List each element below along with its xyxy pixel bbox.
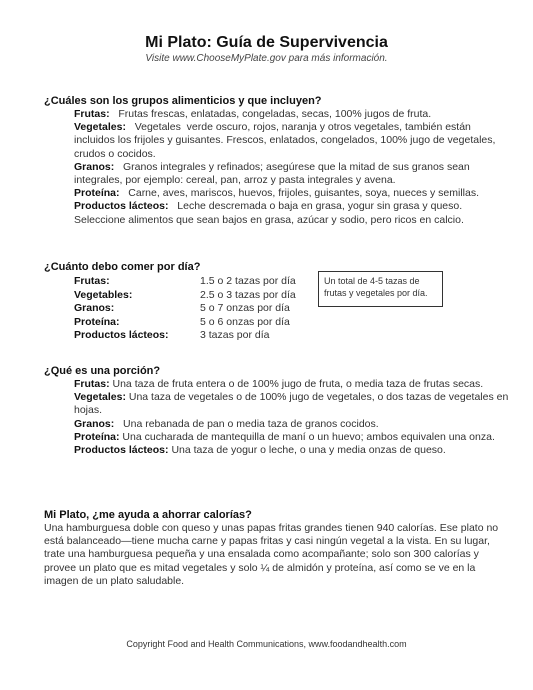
note-box bbox=[318, 271, 443, 307]
section-heading-portion: ¿Qué es una porción? bbox=[44, 365, 161, 377]
amount-cell: 2.5 o 3 tazas por día bbox=[200, 288, 296, 301]
table-row bbox=[74, 289, 296, 303]
page-title: Mi Plato: Guía de Supervivencia bbox=[145, 34, 388, 51]
item-text: Frutas frescas, enlatadas, congeladas, secas, 100% jugos de fruta. bbox=[109, 108, 432, 120]
item-label: Granos: bbox=[74, 417, 115, 430]
amount-cell: 5 o 6 onzas por día bbox=[200, 315, 290, 328]
table-row bbox=[74, 275, 296, 289]
item-text: Granos integrales y refinados; asegúrese que la mitad de sus granos sean integrales, por ejemplo: cereal, pan, arroz y pasta integrales y avena. bbox=[74, 160, 473, 187]
table-row bbox=[74, 316, 296, 330]
list-item bbox=[74, 378, 514, 391]
item-text: Carne, aves, mariscos, huevos, frijoles, guisantes, soya, nueces y semillas. bbox=[119, 187, 480, 200]
item-text: Una cucharada de mantequilla de maní o un huevo; ambos equivalen una onza. bbox=[119, 430, 495, 443]
item-text: Una taza de yogur o leche, o una y media onzas de queso. bbox=[168, 444, 446, 457]
copyright-footer: Copyright Food and Health Communications, www.foodandhealth.com bbox=[126, 639, 407, 649]
item-label: Vegetales: bbox=[74, 391, 126, 404]
item-label: Proteína: bbox=[74, 430, 120, 443]
item-text: Vegetales verde oscuro, rojos, naranja y otros vegetales, también están incluidos los frijoles y guisantes. Frescos, enlatados, congelados, 100% jugo de vegetales, crudos o cocidos. bbox=[74, 121, 499, 160]
food-cell: Frutas: bbox=[74, 275, 110, 287]
section-heading-save-calories: Mi Plato, ¿me ayuda a ahorrar calorías? bbox=[44, 509, 252, 521]
daily-amounts-table bbox=[74, 275, 296, 343]
section-heading-daily-amounts: ¿Cuánto debo comer por día? bbox=[44, 261, 201, 273]
save-calories-paragraph: Una hamburguesa doble con queso y unas papas fritas grandes tienen 940 calorías. Ese plato no está balanceado—tiene mucha carne y papas fritas y casi ningún vegetal a la vista. En su lugar, trate una hamburguesa pequeña y una ensalada como acompañante; solo son 300 calorías y provee un plato que es mitad vegetales y solo ¼ de almidón y proteína, así como se ve en la imagen de un plato saludable. bbox=[44, 522, 499, 587]
portion-list bbox=[74, 378, 514, 457]
item-label: Granos: bbox=[74, 160, 115, 173]
amount-cell: 3 tazas por día bbox=[200, 329, 270, 341]
list-item bbox=[74, 431, 514, 444]
list-item bbox=[74, 187, 514, 200]
list-item bbox=[74, 418, 514, 431]
food-cell: Vegetables: bbox=[74, 288, 133, 301]
page-subtitle: Visite www.ChooseMyPlate.gov para más información. bbox=[145, 53, 388, 64]
list-item bbox=[74, 121, 514, 161]
note-line: frutas y vegetales por día. bbox=[324, 288, 428, 298]
list-item bbox=[74, 200, 514, 226]
list-item bbox=[74, 444, 514, 457]
list-item bbox=[74, 161, 514, 187]
table-row bbox=[74, 302, 296, 316]
item-label: Productos lácteos: bbox=[74, 444, 169, 457]
item-text: Una taza de vegetales o de 100% jugo de vegetales, o dos tazas de vegetales en hojas. bbox=[74, 391, 512, 417]
item-text: Leche descremada o baja en grasa, yogur sin grasa y queso. Seleccione alimentos que sean bajos en grasa, azúcar y sodio, pero ricos en calcio. bbox=[74, 200, 466, 226]
item-label: Frutas: bbox=[74, 108, 110, 120]
list-item bbox=[74, 108, 514, 121]
table-row bbox=[74, 329, 296, 343]
food-cell: Proteína: bbox=[74, 315, 120, 328]
list-item bbox=[74, 391, 514, 417]
amount-cell: 5 o 7 onzas por día bbox=[200, 302, 290, 314]
note-line: Un total de 4-5 tazas de bbox=[324, 276, 420, 286]
food-cell: Productos lácteos: bbox=[74, 329, 169, 341]
section-heading-food-groups: ¿Cuáles son los grupos alimenticios y que incluyen? bbox=[44, 95, 322, 107]
item-label: Proteína: bbox=[74, 187, 120, 200]
food-cell: Granos: bbox=[74, 302, 115, 314]
item-label: Frutas: bbox=[74, 378, 110, 390]
item-label: Productos lácteos: bbox=[74, 200, 169, 213]
food-groups-list bbox=[74, 108, 514, 227]
item-text: Una taza de fruta entera o de 100% jugo de fruta, o media taza de frutas secas. bbox=[109, 378, 484, 390]
item-text: Una rebanada de pan o media taza de granos cocidos. bbox=[114, 417, 379, 430]
amount-cell: 1.5 o 2 tazas por día bbox=[200, 275, 296, 287]
item-label: Vegetales: bbox=[74, 121, 126, 134]
